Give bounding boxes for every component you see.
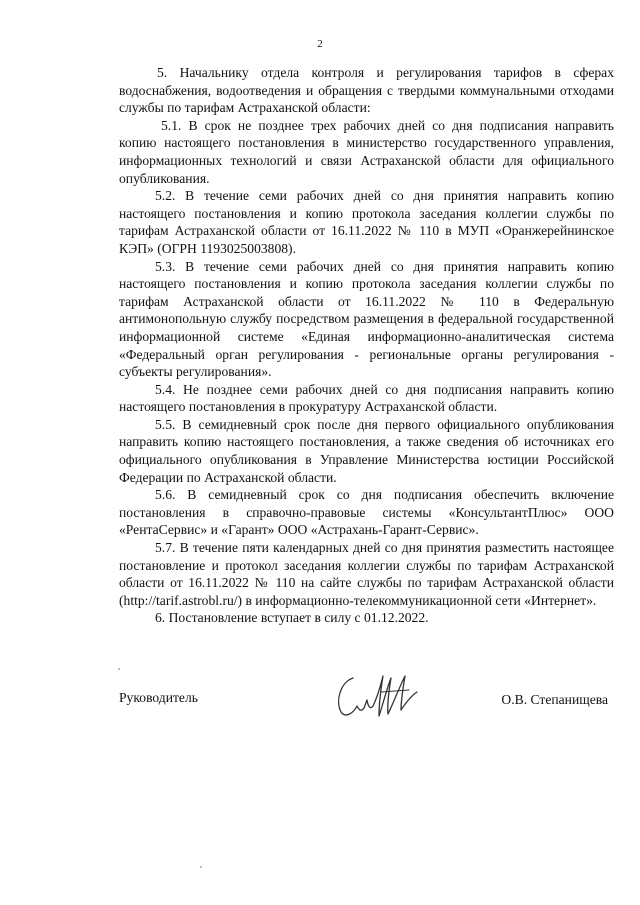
- paragraph-5-1: 5.1. В срок не позднее трех рабочих дней со дня подписания направить копию настоящего постановления в министерство государственного управления, информационных технологий и связи Астраханской области для официального опубликования.: [119, 117, 614, 186]
- paragraph-6: 6. Постановление вступает в силу с 01.12.2022.: [155, 610, 429, 626]
- paragraph-5-3: 5.3. В течение семи рабочих дней со дня принятия направить копию настоящего постановления и копию протокола заседания коллегии службы по тарифам Астраханской области от 16.11.2022 № 110 в Федеральную антимонопольную службу посредством размещения в федеральной государственной информационной системе «Единая информационно-аналитическая система «Федеральный орган регулирования - региональные органы регулирования - субъекты регулирования».: [119, 258, 614, 380]
- scan-speck: [118, 668, 120, 670]
- page-number: 2: [317, 38, 323, 50]
- signature-block: [119, 670, 614, 730]
- paragraph-5-4: 5.4. Не позднее семи рабочих дней со дня подписания направить копию настоящего постановления в прокуратуру Астраханской области.: [119, 381, 614, 415]
- paragraph-5-5: 5.5. В семидневный срок после дня первого официального опубликования направить копию настоящего постановления, а также сведения об источниках его официального опубликования в Управление Министерства юстиции Российской Федерации по Астраханской области.: [119, 416, 614, 485]
- paragraph-5: 5. Начальнику отдела контроля и регулирования тарифов в сферах водоснабжения, водоотведения и обращения с твердыми коммунальными отходами службы по тарифам Астраханской области:: [119, 65, 614, 116]
- paragraph-5-2: 5.2. В течение семи рабочих дней со дня принятия направить копию настоящего постановления и копию протокола заседания коллегии службы по тарифам Астраханской области от 16.11.2022 № 110 в МУП «Оранжерейнинское КЭП» (ОГРН 1193025003808).: [119, 188, 614, 256]
- paragraph-5-6: 5.6. В семидневный срок со дня подписания обеспечить включение постановления в справочно-правовые системы «КонсультантПлюс» ООО «РентаСервис» и «Гарант» ООО «Астрахань-Гарант-Сервис».: [119, 487, 614, 538]
- document-body: [119, 64, 614, 627]
- scan-speck: [200, 866, 202, 868]
- paragraph-5-7: 5.7. В течение пяти календарных дней со дня принятия разместить настоящее постановление и протокол заседания коллегии службы по тарифам Астраханской области от 16.11.2022 № 110 на сайте службы по тарифам Астраханской области (http://tarif.astrobl.ru/) в информационно-телекоммуникационной сети «Интернет».: [119, 540, 614, 608]
- handwritten-signature: [331, 670, 421, 720]
- signatory-position: Руководитель: [119, 690, 198, 705]
- signatory-name: О.В. Степанищева: [501, 692, 608, 707]
